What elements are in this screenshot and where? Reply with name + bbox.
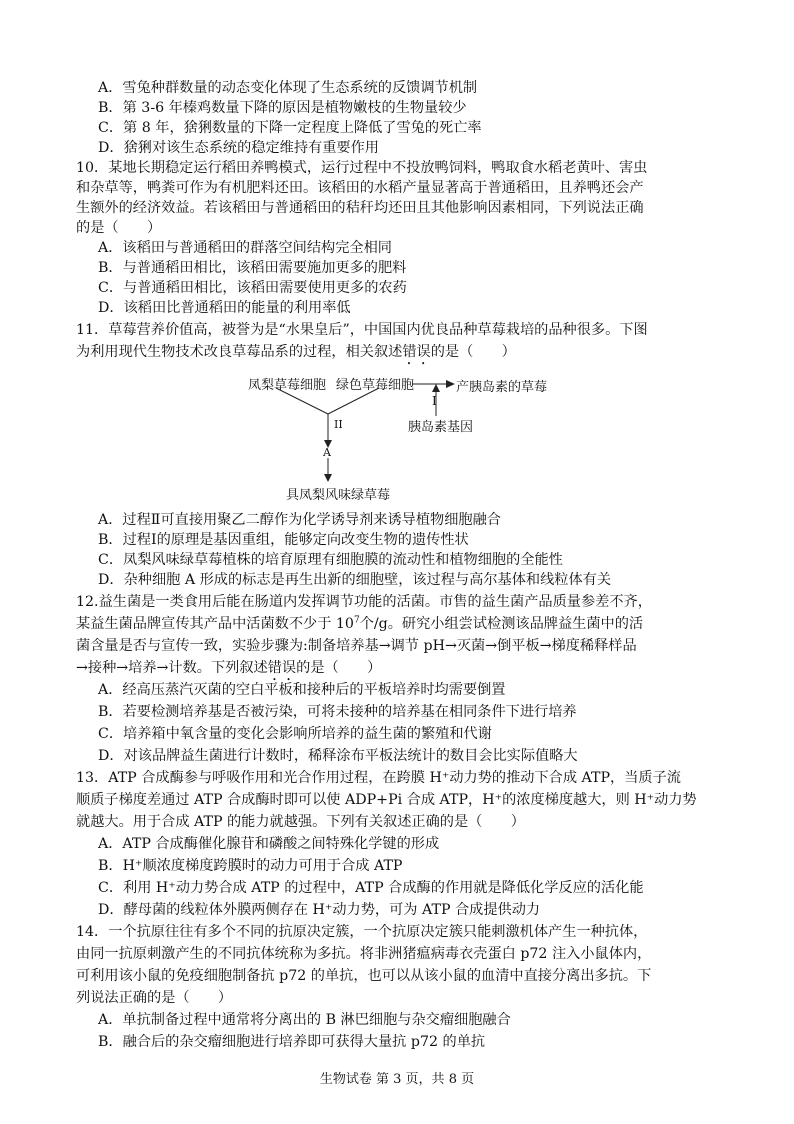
result-strawberry-label: 具凤梨风味绿草莓 (286, 488, 391, 503)
q11-option-d: D．杂种细胞 A 形成的标志是再生出新的细胞壁，该过程与高尔基体和线粒体有关 (98, 572, 612, 588)
q11-option-c: C．凤梨风味绿草莓植株的培育原理有细胞膜的流动性和植物细胞的全能性 (98, 552, 563, 568)
q12-option-a: A．经高压蒸汽灭菌的空白平板和接种后的平板培养时均需要倒置 (98, 682, 506, 698)
pineapple-strawberry-cell-label: 凤梨草莓细胞 (248, 378, 327, 393)
process-2-label: II (334, 418, 343, 431)
q11-emphasis-word: 错误 (402, 344, 431, 360)
q13-option-c: C．利用 H⁺动力势合成 ATP 的过程中，ATP 合成酶的作用就是降低化学反应的活化能 (98, 880, 644, 896)
q13-option-b: B．H⁺顺浓度梯度跨膜时的动力可用于合成 ATP (98, 858, 403, 874)
q14-stem-line: 可利用该小鼠的免疫细胞制备抗 p72 的单抗，也可以从该小鼠的血清中直接分离出多抗。下 (76, 968, 652, 984)
q14-stem-line: 列说法正确的是（ ） (76, 990, 233, 1006)
green-strawberry-cell-label: 绿色草莓细胞 (336, 378, 415, 393)
q14-option-a: A．单抗制备过程中通常将分离出的 B 淋巴细胞与杂交瘤细胞融合 (98, 1012, 511, 1028)
q12-stem-line: 菌含量是否与宣传一致，实验步骤为:制备培养基→调节 pH→灭菌→倒平板→梯度稀释样品 (76, 638, 637, 654)
q13-stem-line: 顺质子梯度差通过 ATP 合成酶时即可以使 ADP+Pi 合成 ATP，H⁺的浓度梯度越大，则 H⁺动力势 (76, 792, 697, 808)
q12-emphasis-word: 错误 (267, 660, 297, 676)
q14-stem-line: 14．一个抗原往往有多个不同的抗原决定簇，一个抗原决定簇只能刺激机体产生一种抗体， (76, 924, 648, 940)
q11-stem-line (76, 342, 516, 368)
q13-option-d: D．酵母菌的线粒体外膜两侧存在 H⁺动力势，可为 ATP 合成提供动力 (98, 902, 541, 918)
q10-stem-line: 和杂草等，鸭粪可作为有机肥料还田。该稻田的水稻产量显著高于普通稻田，且养鸭还会产 (76, 180, 644, 196)
q10-stem-line: 的是（ ） (76, 220, 162, 236)
q11-option-a: A．过程Ⅱ可直接用聚乙二醇作为化学诱导剂来诱导植物细胞融合 (98, 512, 501, 528)
q12-stem-line: 12.益生菌是一类食用后能在肠道内发挥调节功能的活菌。市售的益生菌产品质量参差不齐， (76, 594, 652, 610)
q13-stem-line: 就越大。用于合成 ATP 的能力就越强。下列有关叙述正确的是（ ） (76, 814, 525, 830)
q12-stem-line (76, 614, 643, 634)
q9-option-b: B．第 3-6 年榛鸡数量下降的原因是植物嫩枝的生物量较少 (98, 100, 467, 116)
page-footer: 生物试卷 第 3 页，共 8 页 (319, 1072, 475, 1087)
q11-stem-line: 11．草莓营养价值高，被誉为是“水果皇后”，中国国内优良品种草莓栽培的品种很多。下图 (76, 322, 648, 338)
q12-exponent: 7 (353, 615, 360, 626)
q10-option-a: A．该稻田与普通稻田的群落空间结构完全相同 (98, 240, 392, 256)
q12-stem-text: 个/g。研究小组尝试检测该品牌益生菌中的活 (359, 616, 644, 632)
process-1-label: I (432, 394, 437, 408)
q13-option-a: A．ATP 合成酶催化腺苷和磷酸之间特殊化学键的形成 (98, 836, 440, 852)
q9-option-a: A．雪兔种群数量的动态变化体现了生态系统的反馈调节机制 (98, 80, 478, 96)
q12-stem-text: →接种→培养→计数。下列叙述 (76, 660, 268, 676)
q10-stem-line: 10．某地长期稳定运行稻田养鸭模式，运行过程中不投放鸭饲料，鸭取食水稻老黄叶、害虫 (76, 160, 648, 176)
q11-option-b: B．过程Ⅰ的原理是基因重组，能够定向改变生物的遗传性状 (98, 532, 469, 548)
q11-stem-text: 的是（ ） (430, 344, 516, 360)
q12-stem-text: 的是（ ） (296, 660, 382, 676)
q9-option-c: C．第 8 年，猞猁数量的下降一定程度上降低了雪兔的死亡率 (98, 120, 482, 136)
q11-stem-text: 为利用现代生物技术改良草莓品系的过程，相关叙述 (76, 344, 403, 360)
hybrid-cell-a-label: A (323, 446, 331, 459)
insulin-strawberry-label: 产胰岛素的草莓 (456, 380, 548, 395)
insulin-gene-label: 胰岛素基因 (408, 420, 474, 435)
q12-option-b: B．若要检测培养基是否被污染，可将未接种的培养基在相同条件下进行培养 (98, 704, 577, 720)
q13-stem-line: 13．ATP 合成酶参与呼吸作用和光合作用过程，在跨膜 H⁺动力势的推动下合成 ATP，当质子流 (76, 770, 681, 786)
q10-option-c: C．与普通稻田相比，该稻田需要使用更多的农药 (98, 280, 407, 296)
q10-stem-line: 生额外的经济效益。若该稻田与普通稻田的秸秆均还田且其他影响因素相同，下列说法正确 (76, 200, 644, 216)
q14-stem-line: 由同一抗原刺激产生的不同抗体统称为多抗。将非洲猪瘟病毒衣壳蛋白 p72 注入小鼠体内， (76, 946, 652, 962)
q10-option-b: B．与普通稻田相比，该稻田需要施加更多的肥料 (98, 260, 407, 276)
q10-option-d: D．该稻田比普通稻田的能量的利用率低 (98, 300, 351, 316)
fusion-diagram (236, 368, 576, 508)
q14-option-b: B．融合后的杂交瘤细胞进行培养即可获得大量抗 p72 的单抗 (98, 1034, 486, 1050)
q12-stem-text: 某益生菌品牌宣传其产品中活菌数不少于 10 (76, 616, 354, 632)
q12-option-d: D．对该品牌益生菌进行计数时，稀释涂布平板法统计的数目会比实际值略大 (98, 748, 578, 764)
q9-option-d: D．猞猁对该生态系统的稳定维持有重要作用 (98, 140, 379, 156)
q12-option-c: C．培养箱中氧含量的变化会影响所培养的益生菌的繁殖和代谢 (98, 726, 492, 742)
